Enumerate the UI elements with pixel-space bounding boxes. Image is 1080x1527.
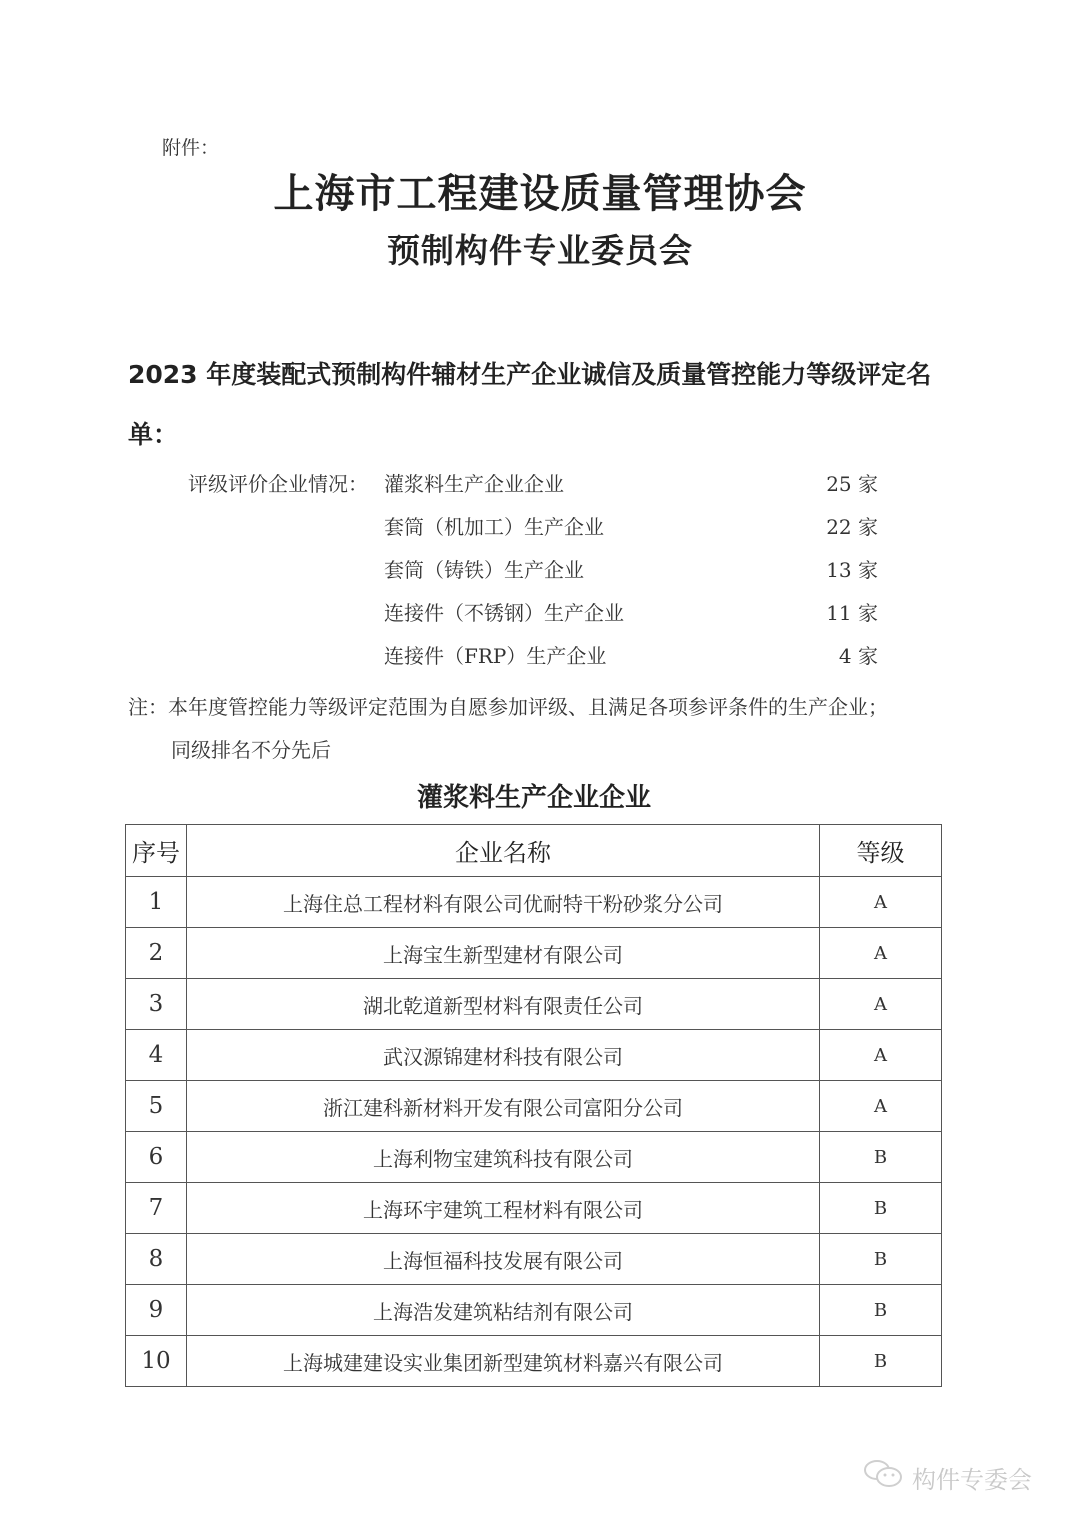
- summary-item: [188, 511, 888, 554]
- note-line-1: 注：本年度管控能力等级评定范围为自愿参加评级、且满足各项参评条件的生产企业；: [128, 695, 888, 719]
- header-name: 企业名称: [187, 825, 820, 877]
- table-row: [126, 1030, 942, 1081]
- summary-item: [188, 597, 888, 640]
- table-row: [126, 1183, 942, 1234]
- cell-no: 8: [126, 1234, 187, 1285]
- cell-grade: B: [820, 1183, 942, 1234]
- summary-item: [188, 640, 888, 683]
- summary-lead-label: 评级评价企业情况：: [188, 472, 368, 496]
- cell-no: 9: [126, 1285, 187, 1336]
- note: [128, 686, 958, 772]
- cell-grade: A: [820, 1030, 942, 1081]
- header-no: 序号: [126, 825, 187, 877]
- cell-grade: B: [820, 1285, 942, 1336]
- cell-no: 2: [126, 928, 187, 979]
- watermark-text: 构件专委会: [912, 1465, 1032, 1494]
- summary-category: 套筒（铸铁）生产企业: [384, 558, 584, 582]
- cell-no: 10: [126, 1336, 187, 1387]
- cell-name: 上海浩发建筑粘结剂有限公司: [187, 1285, 820, 1336]
- table-row: [126, 1132, 942, 1183]
- summary-count: 13 家: [826, 558, 878, 582]
- table-row: [126, 1285, 942, 1336]
- cell-grade: B: [820, 1336, 942, 1387]
- table-row: [126, 1081, 942, 1132]
- table-row: [126, 877, 942, 928]
- summary-list: [188, 468, 888, 683]
- cell-no: 7: [126, 1183, 187, 1234]
- table-row: [126, 979, 942, 1030]
- summary-category: 灌浆料生产企业企业: [384, 472, 564, 496]
- note-line-2: 同级排名不分先后: [171, 738, 331, 762]
- cell-grade: B: [820, 1132, 942, 1183]
- org-title: 上海市工程建设质量管理协会: [273, 171, 807, 217]
- cell-no: 1: [126, 877, 187, 928]
- cell-name: 上海恒福科技发展有限公司: [187, 1234, 820, 1285]
- cell-no: 5: [126, 1081, 187, 1132]
- summary-category: 连接件（不锈钢）生产企业: [384, 601, 624, 625]
- cell-no: 4: [126, 1030, 187, 1081]
- table-header-row: [126, 825, 942, 877]
- cell-name: 上海城建建设实业集团新型建筑材料嘉兴有限公司: [187, 1336, 820, 1387]
- cell-grade: A: [820, 979, 942, 1030]
- cell-no: 6: [126, 1132, 187, 1183]
- enterprise-table: [125, 824, 942, 1387]
- committee-title: 预制构件专业委员会: [387, 231, 693, 270]
- summary-count: 11 家: [826, 601, 878, 625]
- cell-name: 浙江建科新材料开发有限公司富阳分公司: [187, 1081, 820, 1132]
- cell-grade: A: [820, 928, 942, 979]
- wechat-icon: [862, 1458, 912, 1496]
- document-subtitle: 2023 年度装配式预制构件辅材生产企业诚信及质量管控能力等级评定名单：: [128, 360, 932, 449]
- summary-category: 套筒（机加工）生产企业: [384, 515, 604, 539]
- cell-name: 上海环宇建筑工程材料有限公司: [187, 1183, 820, 1234]
- cell-name: 上海住总工程材料有限公司优耐特干粉砂浆分公司: [187, 877, 820, 928]
- cell-name: 湖北乾道新型材料有限责任公司: [187, 979, 820, 1030]
- summary-item: [188, 468, 888, 511]
- cell-no: 3: [126, 979, 187, 1030]
- cell-name: 上海利物宝建筑科技有限公司: [187, 1132, 820, 1183]
- header-grade: 等级: [820, 825, 942, 877]
- summary-count: 4 家: [838, 644, 878, 668]
- table-row: [126, 1234, 942, 1285]
- table-row: [126, 928, 942, 979]
- table-title: 灌浆料生产企业企业: [416, 783, 651, 813]
- cell-grade: B: [820, 1234, 942, 1285]
- cell-grade: A: [820, 877, 942, 928]
- cell-name: 上海宝生新型建材有限公司: [187, 928, 820, 979]
- summary-item: [188, 554, 888, 597]
- cell-grade: A: [820, 1081, 942, 1132]
- watermark: [862, 1458, 1032, 1496]
- summary-category: 连接件（FRP）生产企业: [384, 644, 607, 668]
- attachment-label: 附件：: [162, 137, 220, 159]
- cell-name: 武汉源锦建材科技有限公司: [187, 1030, 820, 1081]
- summary-count: 25 家: [826, 472, 878, 496]
- table-row: [126, 1336, 942, 1387]
- summary-count: 22 家: [826, 515, 878, 539]
